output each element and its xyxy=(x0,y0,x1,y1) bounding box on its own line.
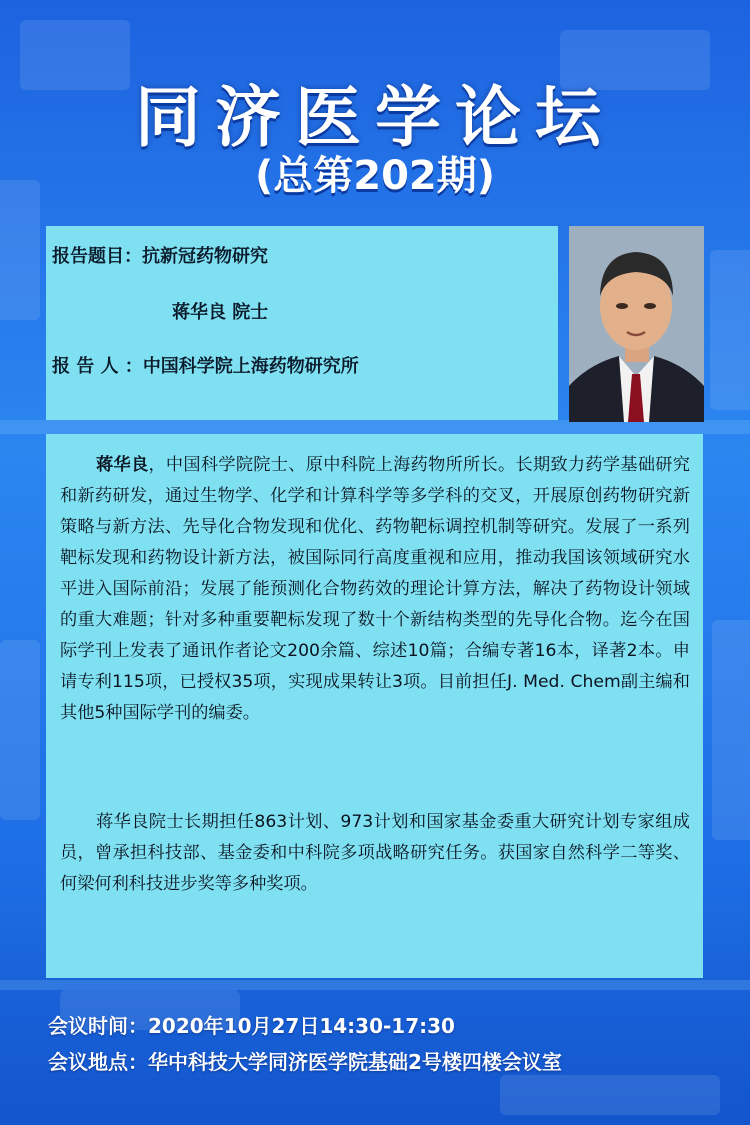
meeting-time-row xyxy=(48,1010,455,1039)
meeting-place-row xyxy=(48,1046,562,1075)
meeting-time-label: 会议时间： xyxy=(48,1014,148,1038)
speaker-name: 蒋华良 院士 xyxy=(172,302,269,323)
poster-subtitle: (总第202期) xyxy=(254,153,496,199)
speaker-bio-panel xyxy=(46,434,703,978)
bio-paragraph-1 xyxy=(60,450,690,729)
bio-paragraph-2: 蒋华良院士长期担任863计划、973计划和国家基金委重大研究计划专家组成员，曾承担科技部、基金委和中科院多项战略研究任务。获国家自然科学二等奖、何梁何利科技进步奖等多种奖项。 xyxy=(60,812,690,894)
bio-paragraph-1-text: ，中国科学院院士、原中科院上海药物所所长。长期致力药学基础研究和新药研发，通过生物学、化学和计算科学等多学科的交叉，开展原创药物研究新策略与新方法、先导化合物发现和优化、药物靶标调控机制等研究。发展了一系列靶标发现和药物设计新方法，被国际同行高度重视和应用，推动我国该领域研究水平进入国际前沿；发展了能预测化合物药效的理论计算方法，解决了药物设计领域的重大难题；针对多种重要靶标发现了数十个新结构类型的先导化合物。迄今在国际学刊上发表了通讯作者论文200余篇、综述10篇；合编专著16本，译著2本。申请专利115项，已授权35项，实现成果转让3项。目前担任J. Med. Chem副主编和其他5种国际学刊的编委。 xyxy=(60,455,690,723)
poster-title: 同济医学论坛 xyxy=(135,79,615,156)
speaker-row xyxy=(52,352,359,378)
speaker-photo xyxy=(569,226,704,422)
topic-label: 报告题目： xyxy=(52,246,142,267)
speaker-portrait-image xyxy=(569,226,704,422)
speaker-label: 报 告 人 ： xyxy=(52,356,143,377)
meeting-place-value: 华中科技大学同济医学院基础2号楼四楼会议室 xyxy=(148,1050,562,1074)
speaker-affiliation: 中国科学院上海药物研究所 xyxy=(142,356,359,377)
report-info-panel xyxy=(46,226,558,420)
bio-speaker-name: 蒋华良 xyxy=(96,455,149,475)
topic-row xyxy=(52,242,268,268)
meeting-time-value: 2020年10月27日14:30-17:30 xyxy=(148,1014,455,1038)
meeting-place-label: 会议地点： xyxy=(48,1050,148,1074)
topic-value: 抗新冠药物研究 xyxy=(142,246,268,267)
